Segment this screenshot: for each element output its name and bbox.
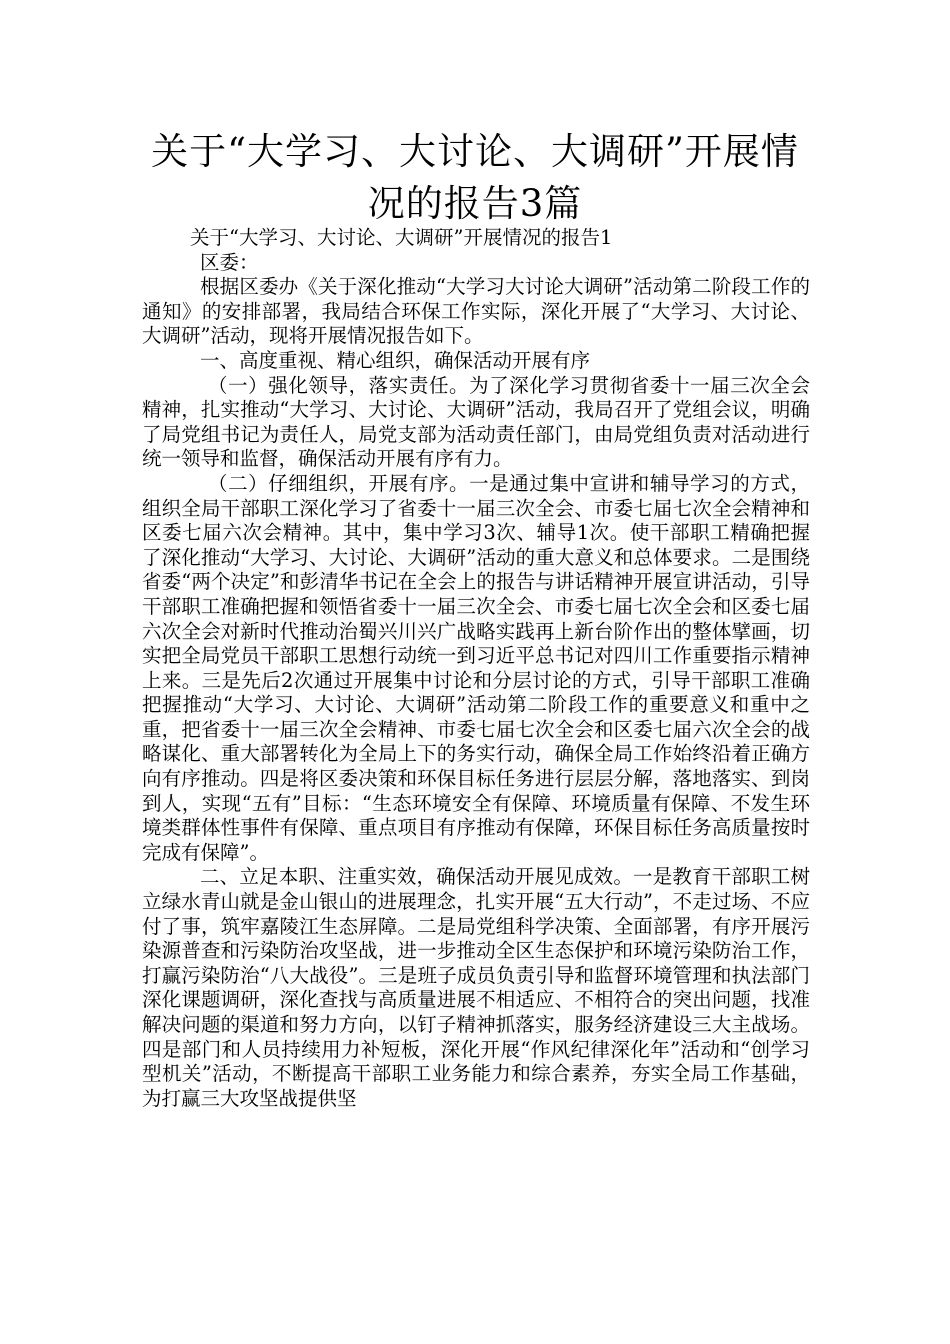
paragraph-leadership: （一）强化领导，落实责任。为了深化学习贯彻省委十一届三次全会精神，扎实推动“大学习、大讨论、大调研”活动，我局召开了党组会议，明确了局党组书记为责任人，局党支部为活动责任部门，由局党组负责对活动进行统一领导和监督，确保活动开展有序有力。 — [142, 373, 810, 471]
paragraph-intro: 根据区委办《关于深化推动“大学习大讨论大调研”活动第二阶段工作的通知》的安排部署，我局结合环保工作实际，深化开展了“大学习、大讨论、大调研”活动，现将开展情况报告如下。 — [142, 275, 810, 348]
addressee: 区委： — [200, 250, 259, 274]
paragraph-organization: （二）仔细组织，开展有序。一是通过集中宣讲和辅导学习的方式，组织全局干部职工深化学习了省委十一届三次全会、市委七届七次全会精神和区委七届六次会精神。其中，集中学习3次、辅导1次。使干部职工精确把握了深化推动“大学习、大讨论、大调研”活动的重大意义和总体要求。二是围绕省委“两个决定”和彭清华书记在全会上的报告与讲话精神开展宣讲活动，引导干部职工准确把握和领悟省委十一届三次全会、市委七届七次全会和区委七届六次全会对新时代推动治蜀兴川兴广战略实践再上新台阶作出的整体擘画，切实把全局党员干部职工思想行动统一到习近平总书记对四川工作重要指示精神上来。三是先后2次通过开展集中讨论和分层讨论的方式，引导干部职工准确把握推动“大学习、大讨论、大调研”活动第二阶段工作的重要意义和重中之重，把省委十一届三次全会精神、市委七届七次全会和区委七届六次全会的战略谋化、重大部署转化为全局上下的务实行动，确保全局工作始终沿着正确方向有序推动。四是将区委决策和环保目标任务进行层层分解，落地落实、到岗到人，实现“五有”目标：“生态环境安全有保障、环境质量有保障、不发生环境类群体性事件有保障、重点项目有序推动有保障，环保目标任务高质量按时完成有保障”。 — [142, 471, 810, 864]
document-title-line-2: 况的报告3篇 — [367, 182, 583, 225]
document-body — [142, 226, 810, 1111]
document-title-line-1: 关于“大学习、大讨论、大调研”开展情 — [151, 130, 799, 173]
paragraph-section-2: 二、立足本职、注重实效，确保活动开展见成效。一是教育干部职工树立绿水青山就是金山银山的进展理念，扎实开展“五大行动”，不走过场、不应付了事，筑牢嘉陵江生态屏障。二是局党组科学决策、全面部署，有序开展污染源普查和污染防治攻坚战，进一步推动全区生态保护和环境污染防治工作，打赢污染防治“八大战役”。三是班子成员负责引导和监督环境管理和执法部门深化课题调研，深化查找与高质量进展不相适应、不相符合的突出问题，找准解决问题的渠道和努力方向，以钉子精神抓落实，服务经济建设三大主战场。四是部门和人员持续用力补短板，深化开展“作风纪律深化年”活动和“创学习型机关”活动，不断提高干部职工业务能力和综合素养，夯实全局工作基础，为打赢三大攻坚战提供坚 — [142, 865, 810, 1110]
section-heading-1: 一、高度重视、精心组织，确保活动开展有序 — [200, 348, 591, 372]
report-subtitle: 关于“大学习、大讨论、大调研”开展情况的报告1 — [190, 226, 613, 249]
